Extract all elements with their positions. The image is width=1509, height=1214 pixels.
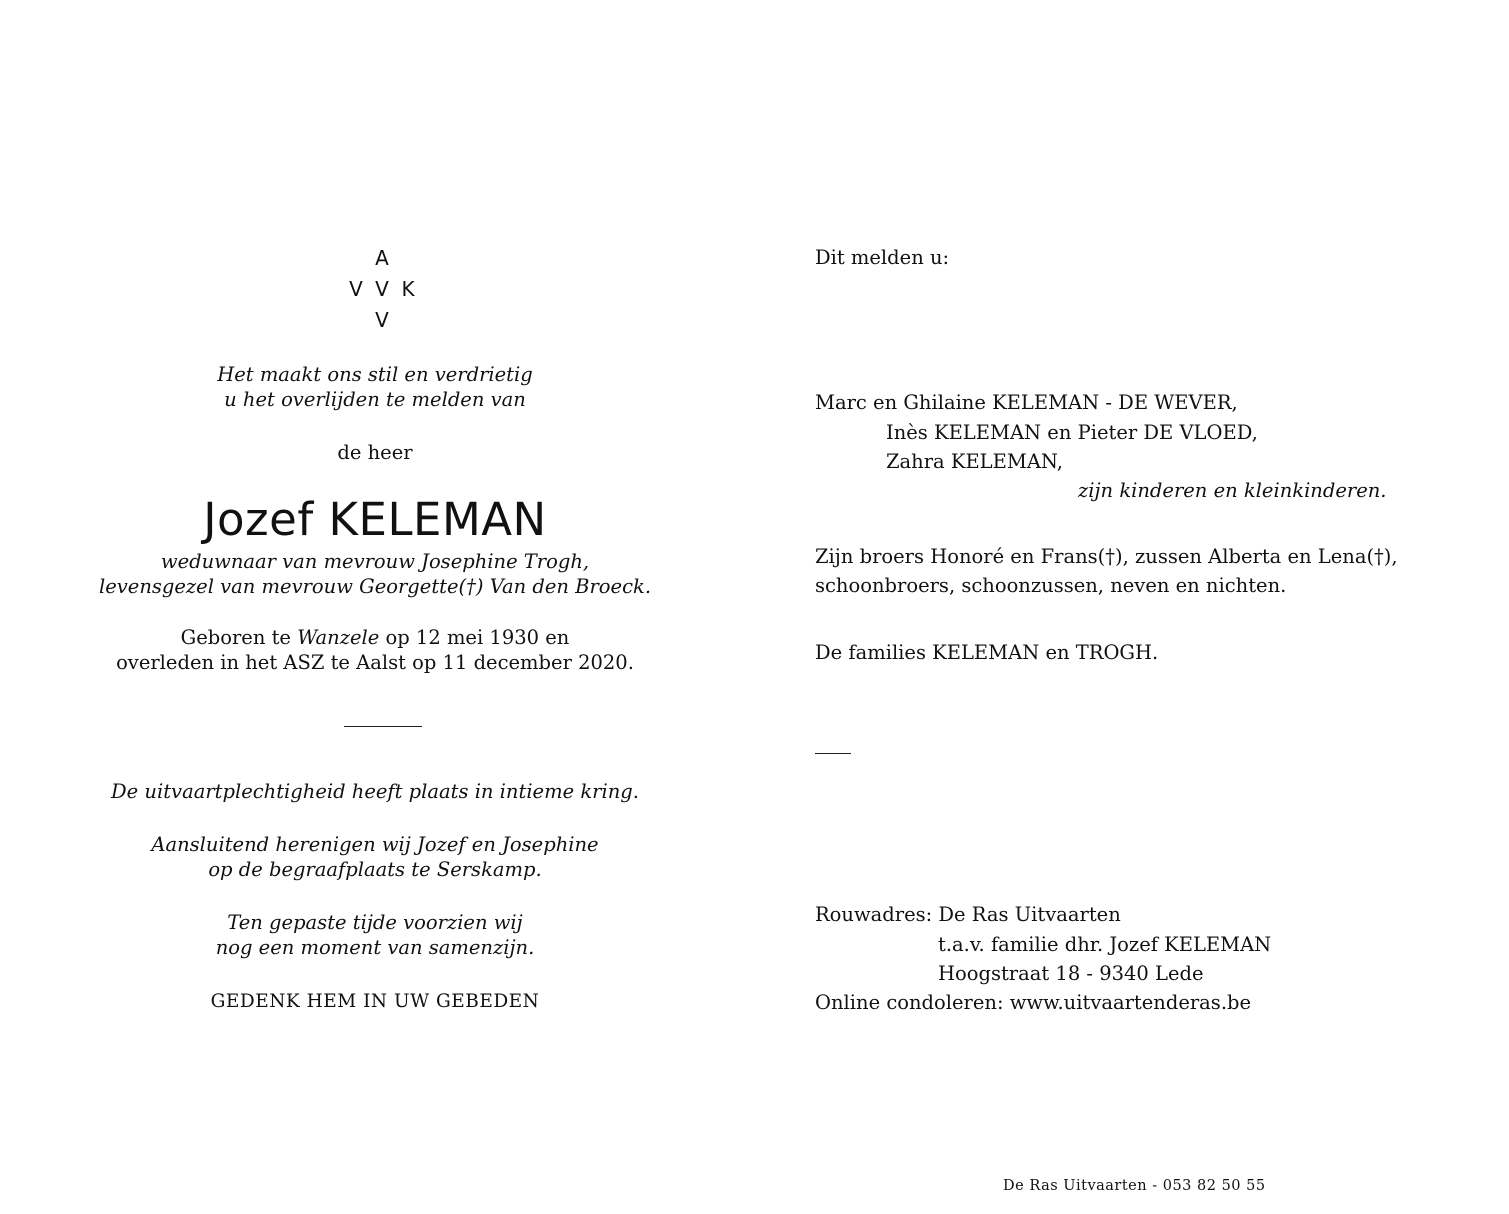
divider bbox=[344, 726, 422, 727]
reunite-text: Aansluitend herenigen wij Jozef en Josephine op de begraafplaats te Serskamp. bbox=[151, 833, 599, 881]
cross-top-letter: A bbox=[375, 246, 389, 270]
prayer-text: GEDENK HEM IN UW GEBEDEN bbox=[210, 991, 540, 1012]
online-condolence: Online condoleren: www.uitvaartenderas.be bbox=[815, 991, 1252, 1014]
cross-bottom-letter: V bbox=[375, 308, 389, 332]
cross-middle-letter: K bbox=[401, 277, 415, 301]
family-line-3: Zahra KELEMAN, bbox=[886, 450, 1063, 473]
footer-contact: De Ras Uitvaarten - 053 82 50 55 bbox=[1003, 1178, 1266, 1194]
salutation: de heer bbox=[337, 441, 413, 464]
divider-small bbox=[815, 753, 851, 754]
intro-text: Het maakt ons stil en verdrietig u het overlijden te melden van bbox=[217, 363, 533, 411]
cross-middle-letter: V bbox=[375, 277, 389, 301]
birth-death-dates: Geboren te Wanzele op 12 mei 1930 en overleden in het ASZ te Aalst op 11 december 2020. bbox=[116, 626, 634, 674]
siblings-line-1: Zijn broers Honoré en Frans(†), zussen Alberta en Lena(†), bbox=[815, 545, 1398, 568]
announcers-heading: Dit melden u: bbox=[815, 246, 950, 269]
cross-middle-letter: V bbox=[349, 277, 363, 301]
families-line: De families KELEMAN en TROGH. bbox=[815, 641, 1159, 664]
address-line-2: t.a.v. familie dhr. Jozef KELEMAN bbox=[938, 933, 1272, 956]
deceased-name: Jozef KELEMAN bbox=[203, 493, 547, 546]
siblings-line-2: schoonbroers, schoonzussen, neven en nichten. bbox=[815, 574, 1287, 597]
deceased-relations: weduwnaar van mevrouw Josephine Trogh, levensgezel van mevrouw Georgette(†) Van den Broeck. bbox=[98, 550, 652, 598]
letter-cross bbox=[334, 243, 430, 336]
address-label: Rouwadres: De Ras Uitvaarten bbox=[815, 903, 1121, 926]
family-note: zijn kinderen en kleinkinderen. bbox=[1078, 479, 1387, 502]
address-line-3: Hoogstraat 18 - 9340 Lede bbox=[938, 962, 1204, 985]
family-line-2: Inès KELEMAN en Pieter DE VLOED, bbox=[886, 421, 1258, 444]
moment-text: Ten gepaste tijde voorzien wij nog een moment van samenzijn. bbox=[215, 911, 535, 959]
family-line-1: Marc en Ghilaine KELEMAN - DE WEVER, bbox=[815, 391, 1238, 414]
ceremony-text: De uitvaartplechtigheid heeft plaats in intieme kring. bbox=[111, 780, 639, 803]
